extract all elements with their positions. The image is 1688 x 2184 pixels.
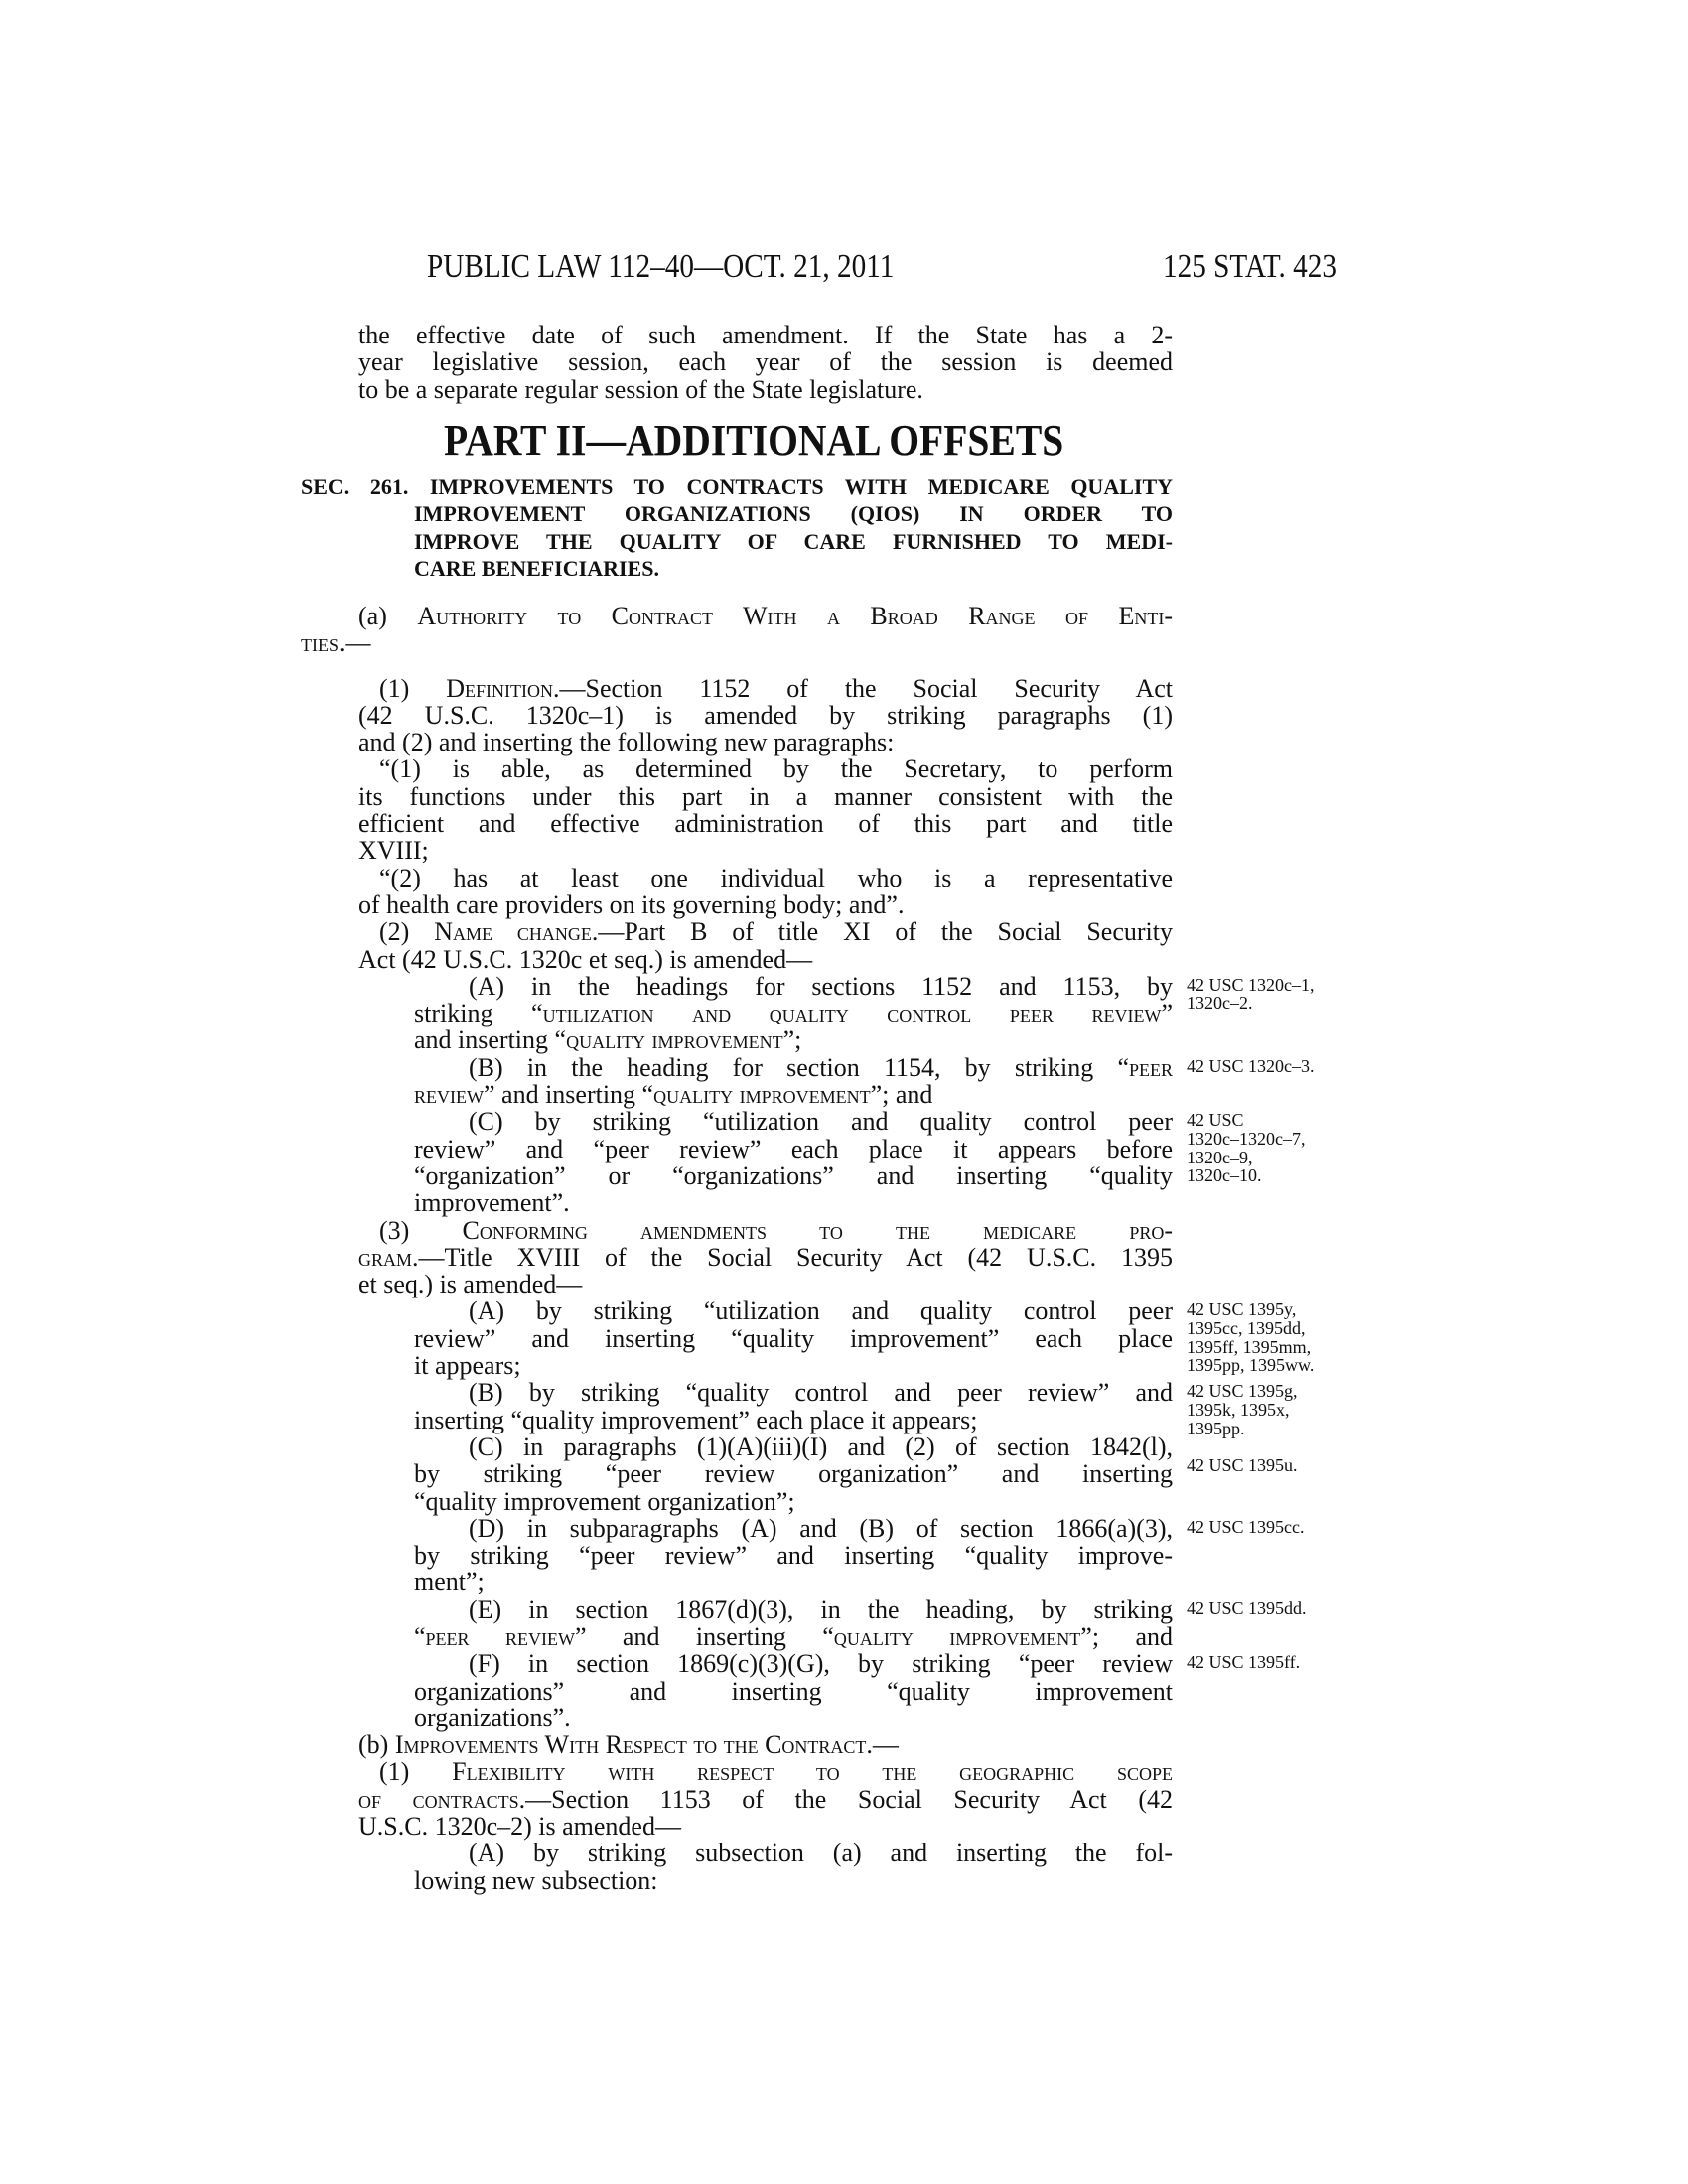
text-span: IMPROVEMENT ORGANIZATIONS (QIOS) IN ORDER TO: [414, 501, 1173, 527]
text-line: [301, 1189, 1173, 1216]
text-span: (E) in section 1867(d)(3), in the heading, by striking: [469, 1594, 1173, 1624]
margin-citation: [1187, 1057, 1315, 1076]
citation-line: 42 USC 1395cc.: [1187, 1516, 1305, 1537]
section-heading: [301, 474, 1173, 582]
margin-citation: [1187, 1599, 1307, 1618]
text-span: XVIII;: [358, 836, 429, 866]
citation-line: 42 USC: [1187, 1110, 1244, 1131]
text-line: [301, 946, 1173, 973]
small-caps-text: ties.: [301, 628, 346, 658]
text-span: (F) in section 1869(c)(3)(G), by striking “peer review: [469, 1649, 1173, 1679]
text-span: .—Section 1152 of the Social Security Act: [552, 673, 1173, 703]
text-span: IMPROVE THE QUALITY OF CARE FURNISHED TO MEDI-: [414, 528, 1173, 554]
text-line: [301, 891, 1173, 918]
text-span: CARE BENEFICIARIES.: [414, 555, 659, 581]
text-line: [301, 1433, 1173, 1460]
text-span: and (2) and inserting the following new paragraphs:: [358, 728, 895, 757]
text-line: [301, 1542, 1173, 1569]
text-line: [301, 1678, 1173, 1705]
text-span: to be a separate regular session of the State legislature.: [358, 374, 923, 404]
text-line: [301, 1623, 1173, 1650]
small-caps-text: Conforming amendments to the medicare pro-: [462, 1215, 1173, 1245]
small-caps-text: Flexibility with respect to the geographic scope: [452, 1757, 1174, 1787]
text-line: [301, 629, 1173, 656]
citation-line: 42 USC 1395g,: [1187, 1381, 1298, 1402]
text-span: .—Section 1153 of the Social Security Act (42: [518, 1784, 1173, 1814]
text-span: SEC. 261. IMPROVEMENTS TO CONTRACTS WITH MEDICARE QUALITY: [301, 475, 1173, 499]
text-line: [301, 322, 1173, 348]
text-line: [301, 1840, 1173, 1866]
citation-line: 42 USC 1320c–1,: [1187, 974, 1315, 995]
text-span: ment”;: [414, 1568, 485, 1597]
text-line: [301, 474, 1173, 500]
text-span: ”; and: [1080, 1621, 1174, 1651]
text-span: et seq.) is amended—: [358, 1270, 583, 1299]
text-span: lowing new subsection:: [414, 1865, 658, 1895]
text-line: [301, 702, 1173, 729]
citation-line: 1320c–1320c–7,: [1187, 1128, 1306, 1149]
text-line: [301, 500, 1173, 527]
margin-citation: [1187, 1518, 1305, 1537]
text-span: inserting “quality improvement” each place it appears;: [414, 1405, 978, 1434]
text-span: (A) in the headings for sections 1152 and 1153, by: [469, 971, 1173, 1001]
text-line: [301, 865, 1173, 891]
citation-line: 42 USC 1395y,: [1187, 1299, 1297, 1320]
small-caps-text: quality improvement: [833, 1621, 1081, 1651]
text-line: [301, 1325, 1173, 1352]
text-span: U.S.C. 1320c–2) is amended—: [358, 1812, 681, 1842]
margin-citation: [1187, 1456, 1298, 1475]
text-span: (1): [379, 673, 447, 703]
text-span: ”: [1161, 999, 1173, 1028]
text-span: of health care providers on its governing body; and”.: [358, 889, 905, 919]
text-line: [301, 1407, 1173, 1433]
citation-line: 1395pp, 1395ww.: [1187, 1355, 1315, 1376]
text-line: [301, 555, 1173, 582]
text-line: [301, 1136, 1173, 1162]
small-caps-text: review: [414, 1080, 484, 1110]
text-span: organizations”.: [414, 1703, 571, 1732]
text-span: efficient and effective administration of this part and title: [358, 809, 1173, 839]
text-span: (42 U.S.C. 1320c–1) is amended by striking paragraphs (1): [358, 700, 1173, 730]
small-caps-text: quality improvement: [566, 1025, 783, 1055]
text-line: [301, 1455, 1298, 1489]
text-span: Act (42 U.S.C. 1320c et seq.) is amended—: [358, 944, 813, 974]
text-span: (A) by striking “utilization and quality control peer: [469, 1297, 1173, 1326]
text-span: review” and “peer review” each place it appears before: [414, 1134, 1173, 1163]
text-line: [301, 729, 1173, 755]
text-line: [301, 528, 1173, 555]
text-line: [301, 1026, 1173, 1053]
margin-citation: [1187, 1382, 1298, 1437]
small-caps-text: peer review: [425, 1621, 575, 1651]
text-span: —: [872, 1730, 899, 1760]
small-caps-text: Definition: [446, 673, 553, 703]
text-span: (D) in subparagraphs (A) and (B) of section 1866(a)(3),: [469, 1513, 1173, 1543]
citation-line: 1320c–9,: [1187, 1147, 1253, 1167]
text-line: [301, 1569, 1173, 1595]
text-span: —: [345, 628, 371, 658]
small-caps-text: peer: [1128, 1052, 1173, 1082]
citation-line: 1320c–10.: [1187, 1165, 1262, 1186]
text-span: striking “: [414, 999, 543, 1028]
citation-line: 42 USC 1320c–3.: [1187, 1055, 1315, 1076]
margin-citation: [1187, 976, 1315, 1013]
text-line: [301, 1594, 1307, 1624]
citation-line: 42 USC 1395u.: [1187, 1455, 1298, 1476]
text-span: .—Part B of title XI of the Social Security: [591, 917, 1173, 947]
section-body: [301, 602, 1315, 1895]
part-heading: PART II—ADDITIONAL OFFSETS: [444, 416, 1064, 465]
text-span: the effective date of such amendment. If the State has a 2-: [358, 321, 1173, 349]
margin-citation: [1187, 1111, 1305, 1184]
running-header-title: PUBLIC LAW 112–40—OCT. 21, 2011: [427, 248, 895, 285]
text-span: (B) in the heading for section 1154, by striking “: [469, 1052, 1129, 1082]
text-line: [301, 1244, 1173, 1271]
text-line: [301, 1081, 1173, 1108]
small-caps-text: utilization and quality control peer review: [542, 999, 1162, 1028]
text-span: “: [414, 1621, 426, 1651]
text-span: “organization” or “organizations” and inserting “quality: [414, 1160, 1173, 1190]
text-line: [301, 918, 1173, 945]
text-line: [301, 1488, 1173, 1515]
running-header-page: 125 STAT. 423: [1163, 248, 1337, 285]
text-span: (a): [358, 602, 418, 630]
text-span: (C) in paragraphs (1)(A)(iii)(I) and (2) of section 1842(l),: [469, 1432, 1173, 1461]
text-line: [301, 1786, 1173, 1813]
text-line: [301, 783, 1173, 810]
text-line: [301, 1705, 1173, 1731]
small-caps-text: quality improvement: [653, 1080, 871, 1110]
text-span: “(1) is able, as determined by the Secretary, to perform: [379, 754, 1173, 784]
text-line: [301, 1162, 1173, 1189]
text-line: [301, 1000, 1173, 1026]
citation-line: 1320c–2.: [1187, 993, 1253, 1014]
text-line: [301, 837, 1173, 864]
text-line: [301, 1758, 1173, 1785]
citation-line: 42 USC 1395ff.: [1187, 1652, 1301, 1673]
text-span: improvement”.: [414, 1188, 570, 1218]
text-line: [301, 1513, 1305, 1543]
text-span: its functions under this part in a manner consistent with the: [358, 781, 1173, 811]
text-span: ” and inserting “: [483, 1080, 654, 1110]
small-caps-text: gram: [358, 1242, 413, 1272]
small-caps-text: Authority to Contract With a Broad Range of Enti-: [417, 602, 1173, 630]
text-span: year legislative session, each year of the session is deemed: [358, 347, 1173, 377]
citation-line: 1395pp.: [1187, 1418, 1245, 1438]
margin-citation: [1187, 1300, 1314, 1374]
text-span: “(2) has at least one individual who is a representative: [379, 863, 1173, 892]
citation-line: 42 USC 1395dd.: [1187, 1597, 1307, 1618]
text-span: it appears;: [414, 1351, 521, 1381]
text-span: organizations” and inserting “quality improvement: [414, 1676, 1173, 1706]
text-line: [301, 810, 1173, 837]
text-span: (B) by striking “quality control and peer review” and: [469, 1378, 1173, 1408]
text-span: ” and inserting “: [574, 1621, 834, 1651]
text-line: [301, 376, 1173, 403]
text-line: [301, 1813, 1173, 1840]
text-span: ”; and: [870, 1080, 933, 1110]
text-span: (1): [379, 1757, 453, 1787]
citation-line: 1395cc, 1395dd,: [1187, 1318, 1306, 1339]
citation-line: 1395ff, 1395mm,: [1187, 1336, 1312, 1357]
text-span: (2): [379, 917, 435, 947]
text-span: (3): [379, 1215, 463, 1245]
text-span: by striking “peer review” and inserting “quality improve-: [414, 1541, 1173, 1570]
intro-paragraph: [301, 322, 1173, 403]
text-line: [301, 1731, 1173, 1758]
text-span: and inserting “: [414, 1025, 567, 1055]
small-caps-text: Improvements With Respect to the Contract.: [394, 1730, 873, 1760]
text-span: (C) by striking “utilization and quality control peer: [469, 1107, 1173, 1137]
citation-line: 1395k, 1395x,: [1187, 1399, 1290, 1420]
text-span: review” and inserting “quality improvement” each place: [414, 1323, 1173, 1353]
text-line: [301, 755, 1173, 782]
text-span: “quality improvement organization”;: [414, 1486, 795, 1516]
text-line: [301, 1052, 1315, 1082]
text-span: (A) by striking subsection (a) and inserting the fol-: [469, 1839, 1173, 1868]
text-line: [301, 675, 1173, 702]
text-line: [301, 603, 1173, 629]
margin-citation: [1187, 1653, 1300, 1672]
small-caps-text: Name change: [434, 917, 592, 947]
text-line: [301, 1271, 1173, 1297]
text-span: (b): [358, 1730, 395, 1760]
text-line: [301, 1649, 1301, 1679]
text-line: [301, 348, 1173, 375]
text-line: [301, 1867, 1173, 1894]
text-line: [301, 1352, 1173, 1379]
text-span: .—Title XVIII of the Social Security Act (42 U.S.C. 1395: [412, 1242, 1173, 1272]
small-caps-text: of contracts: [358, 1784, 519, 1814]
text-span: ”;: [782, 1025, 802, 1055]
text-span: by striking “peer review organization” and inserting: [414, 1459, 1173, 1489]
text-line: [301, 1217, 1173, 1244]
